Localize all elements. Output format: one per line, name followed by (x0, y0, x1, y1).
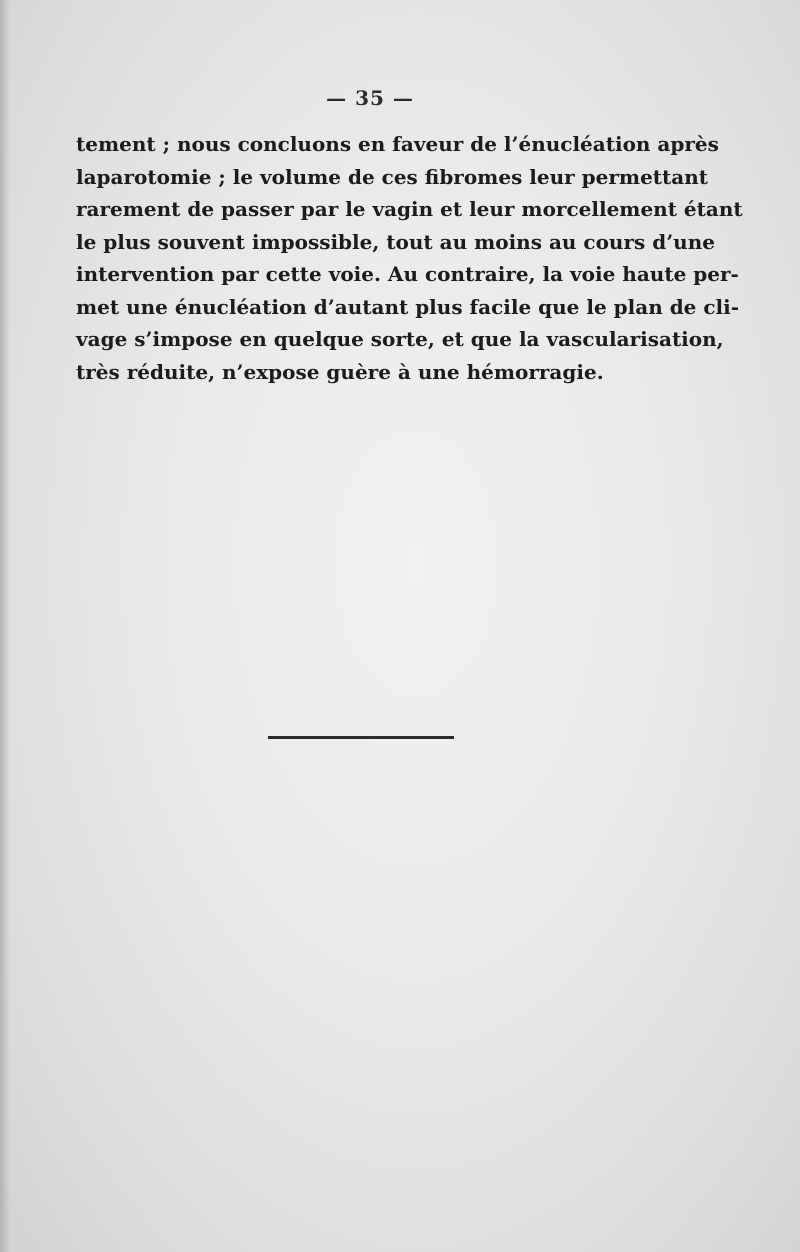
page-number: — 35 — (326, 86, 414, 110)
text-line: met une énucléation d’autant plus facile que le plan de cli- (76, 294, 740, 319)
text-line: intervention par cette voie. Au contraire, la voie haute per- (76, 262, 739, 286)
text-line: tement ; nous concluons en faveur de l’énucléation après (76, 132, 719, 156)
text-line: rarement de passer par le vagin et leur morcellement étant (76, 197, 743, 221)
body-paragraph (76, 128, 743, 388)
text-line: très réduite, n’expose guère à une hémorragie. (76, 359, 604, 384)
text-line: laparotomie ; le volume de ces fibromes leur permettant (76, 164, 709, 189)
text-line: le plus souvent impossible, tout au moins au cours d’une (76, 229, 715, 254)
section-divider-rule (268, 736, 454, 739)
text-line: vage s’impose en quelque sorte, et que la vascularisation, (76, 327, 724, 351)
